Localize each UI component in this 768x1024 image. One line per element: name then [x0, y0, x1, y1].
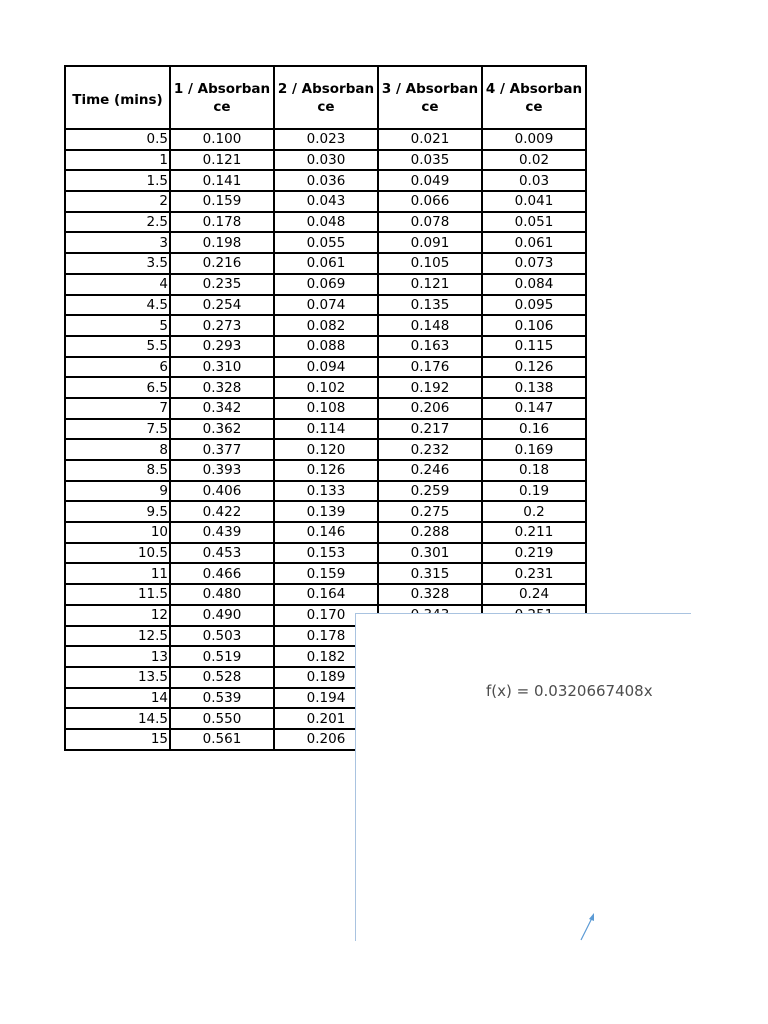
- cell-time[interactable]: 3: [65, 232, 170, 253]
- cell-time[interactable]: 10: [65, 522, 170, 543]
- table-row: [65, 584, 586, 605]
- cell-series-1[interactable]: 0.216: [170, 253, 274, 274]
- cell-series-1[interactable]: 0.490: [170, 605, 274, 626]
- cell-time[interactable]: 2.5: [65, 212, 170, 233]
- cell-time[interactable]: 14: [65, 688, 170, 709]
- cell-series-2[interactable]: 0.139: [274, 501, 378, 522]
- header-time[interactable]: Time (mins): [65, 66, 170, 129]
- cell-series-1[interactable]: 0.121: [170, 150, 274, 171]
- table-row: [65, 563, 586, 584]
- cell-series-4[interactable]: 0.16: [482, 419, 586, 440]
- cell-series-4[interactable]: 0.231: [482, 563, 586, 584]
- table-row: [65, 295, 586, 316]
- header-series-3[interactable]: 3 / Absorbance: [378, 66, 482, 129]
- cell-series-1[interactable]: 0.328: [170, 377, 274, 398]
- cell-series-4[interactable]: 0.095: [482, 295, 586, 316]
- cell-series-3[interactable]: 0.091: [378, 232, 482, 253]
- table-row: [65, 522, 586, 543]
- cell-series-4[interactable]: 0.084: [482, 274, 586, 295]
- cell-series-4[interactable]: 0.18: [482, 460, 586, 481]
- cell-series-1[interactable]: 0.273: [170, 315, 274, 336]
- cell-series-1[interactable]: 0.235: [170, 274, 274, 295]
- table-row: [65, 274, 586, 295]
- cell-series-3[interactable]: 0.176: [378, 357, 482, 378]
- header-series-4[interactable]: 4 / Absorbance: [482, 66, 586, 129]
- cell-series-3[interactable]: 0.275: [378, 501, 482, 522]
- cell-series-4[interactable]: 0.138: [482, 377, 586, 398]
- cell-time[interactable]: 13: [65, 646, 170, 667]
- cell-series-1[interactable]: 0.178: [170, 212, 274, 233]
- cell-series-1[interactable]: 0.159: [170, 191, 274, 212]
- cell-series-1[interactable]: 0.528: [170, 667, 274, 688]
- cell-series-1[interactable]: 0.439: [170, 522, 274, 543]
- cell-series-1[interactable]: 0.254: [170, 295, 274, 316]
- cell-series-4[interactable]: 0.115: [482, 336, 586, 357]
- cell-time[interactable]: 11: [65, 563, 170, 584]
- cell-series-1[interactable]: 0.141: [170, 170, 274, 191]
- table-row: [65, 543, 586, 564]
- trendline-arrow-icon: [578, 912, 598, 942]
- trendline-equation: f(x) = 0.0320667408x: [486, 682, 653, 700]
- cell-series-2[interactable]: 0.023: [274, 129, 378, 150]
- cell-time[interactable]: 9.5: [65, 501, 170, 522]
- cell-time[interactable]: 12: [65, 605, 170, 626]
- cell-series-2[interactable]: 0.133: [274, 481, 378, 502]
- cell-time[interactable]: 12.5: [65, 626, 170, 647]
- cell-series-2[interactable]: 0.030: [274, 150, 378, 171]
- cell-series-2[interactable]: 0.048: [274, 212, 378, 233]
- table-row: [65, 315, 586, 336]
- cell-series-1[interactable]: 0.503: [170, 626, 274, 647]
- cell-time[interactable]: 10.5: [65, 543, 170, 564]
- cell-series-4[interactable]: 0.24: [482, 584, 586, 605]
- cell-series-1[interactable]: 0.422: [170, 501, 274, 522]
- cell-series-2[interactable]: 0.082: [274, 315, 378, 336]
- cell-series-1[interactable]: 0.406: [170, 481, 274, 502]
- cell-time[interactable]: 1.5: [65, 170, 170, 191]
- cell-series-3[interactable]: 0.192: [378, 377, 482, 398]
- cell-series-3[interactable]: 0.232: [378, 439, 482, 460]
- cell-series-4[interactable]: 0.106: [482, 315, 586, 336]
- cell-series-1[interactable]: 0.550: [170, 708, 274, 729]
- table-row: [65, 439, 586, 460]
- table-row: [65, 481, 586, 502]
- cell-time[interactable]: 11.5: [65, 584, 170, 605]
- cell-time[interactable]: 3.5: [65, 253, 170, 274]
- cell-series-4[interactable]: 0.219: [482, 543, 586, 564]
- cell-time[interactable]: 5.5: [65, 336, 170, 357]
- cell-series-1[interactable]: 0.362: [170, 419, 274, 440]
- cell-series-3[interactable]: 0.105: [378, 253, 482, 274]
- table-row: [65, 398, 586, 419]
- cell-time[interactable]: 14.5: [65, 708, 170, 729]
- cell-time[interactable]: 1: [65, 150, 170, 171]
- cell-series-1[interactable]: 0.466: [170, 563, 274, 584]
- header-series-2[interactable]: 2 / Absorbance: [274, 66, 378, 129]
- cell-series-2[interactable]: 0.036: [274, 170, 378, 191]
- table-row: [65, 170, 586, 191]
- table-row: [65, 191, 586, 212]
- cell-series-2[interactable]: 0.178: [274, 626, 378, 647]
- cell-series-3[interactable]: 0.121: [378, 274, 482, 295]
- table-row: [65, 336, 586, 357]
- cell-series-3[interactable]: 0.078: [378, 212, 482, 233]
- cell-series-4[interactable]: 0.147: [482, 398, 586, 419]
- header-series-1[interactable]: 1 / Absorbance: [170, 66, 274, 129]
- cell-series-1[interactable]: 0.393: [170, 460, 274, 481]
- cell-series-3[interactable]: 0.163: [378, 336, 482, 357]
- cell-time[interactable]: 8.5: [65, 460, 170, 481]
- cell-time[interactable]: 7: [65, 398, 170, 419]
- embedded-chart[interactable]: [355, 613, 691, 941]
- cell-series-1[interactable]: 0.342: [170, 398, 274, 419]
- cell-series-2[interactable]: 0.102: [274, 377, 378, 398]
- cell-series-3[interactable]: 0.217: [378, 419, 482, 440]
- cell-series-1[interactable]: 0.377: [170, 439, 274, 460]
- table-row: [65, 129, 586, 150]
- cell-time[interactable]: 8: [65, 439, 170, 460]
- cell-series-3[interactable]: 0.049: [378, 170, 482, 191]
- cell-series-4[interactable]: 0.169: [482, 439, 586, 460]
- cell-series-2[interactable]: 0.189: [274, 667, 378, 688]
- cell-series-3[interactable]: 0.206: [378, 398, 482, 419]
- cell-series-4[interactable]: 0.2: [482, 501, 586, 522]
- cell-series-2[interactable]: 0.146: [274, 522, 378, 543]
- cell-time[interactable]: 4: [65, 274, 170, 295]
- cell-series-1[interactable]: 0.480: [170, 584, 274, 605]
- cell-series-2[interactable]: 0.055: [274, 232, 378, 253]
- table-row: [65, 377, 586, 398]
- cell-series-4[interactable]: 0.073: [482, 253, 586, 274]
- table-header-row: [65, 66, 586, 129]
- cell-series-3[interactable]: 0.021: [378, 129, 482, 150]
- cell-series-3[interactable]: 0.259: [378, 481, 482, 502]
- table-row: [65, 232, 586, 253]
- cell-series-3[interactable]: 0.315: [378, 563, 482, 584]
- cell-series-4[interactable]: 0.009: [482, 129, 586, 150]
- cell-series-3[interactable]: 0.135: [378, 295, 482, 316]
- cell-series-2[interactable]: 0.120: [274, 439, 378, 460]
- cell-series-2[interactable]: 0.088: [274, 336, 378, 357]
- cell-time[interactable]: 5: [65, 315, 170, 336]
- cell-series-3[interactable]: 0.035: [378, 150, 482, 171]
- cell-series-1[interactable]: 0.519: [170, 646, 274, 667]
- cell-series-1[interactable]: 0.561: [170, 729, 274, 750]
- cell-series-2[interactable]: 0.114: [274, 419, 378, 440]
- cell-series-1[interactable]: 0.198: [170, 232, 274, 253]
- cell-series-3[interactable]: 0.246: [378, 460, 482, 481]
- cell-series-4[interactable]: 0.211: [482, 522, 586, 543]
- cell-time[interactable]: 2: [65, 191, 170, 212]
- table-row: [65, 419, 586, 440]
- cell-series-2[interactable]: 0.182: [274, 646, 378, 667]
- cell-series-2[interactable]: 0.094: [274, 357, 378, 378]
- cell-series-4[interactable]: 0.041: [482, 191, 586, 212]
- cell-time[interactable]: 6.5: [65, 377, 170, 398]
- table-row: [65, 357, 586, 378]
- cell-series-2[interactable]: 0.108: [274, 398, 378, 419]
- cell-time[interactable]: 9: [65, 481, 170, 502]
- cell-series-2[interactable]: 0.194: [274, 688, 378, 709]
- cell-series-2[interactable]: 0.074: [274, 295, 378, 316]
- cell-series-2[interactable]: 0.069: [274, 274, 378, 295]
- cell-series-4[interactable]: 0.061: [482, 232, 586, 253]
- cell-series-2[interactable]: 0.126: [274, 460, 378, 481]
- cell-series-4[interactable]: 0.19: [482, 481, 586, 502]
- cell-series-4[interactable]: 0.126: [482, 357, 586, 378]
- cell-series-4[interactable]: 0.051: [482, 212, 586, 233]
- cell-series-2[interactable]: 0.061: [274, 253, 378, 274]
- cell-time[interactable]: 7.5: [65, 419, 170, 440]
- cell-series-2[interactable]: 0.206: [274, 729, 378, 750]
- cell-series-2[interactable]: 0.164: [274, 584, 378, 605]
- cell-series-1[interactable]: 0.310: [170, 357, 274, 378]
- cell-series-4[interactable]: 0.03: [482, 170, 586, 191]
- cell-time[interactable]: 13.5: [65, 667, 170, 688]
- cell-series-1[interactable]: 0.539: [170, 688, 274, 709]
- cell-series-4[interactable]: 0.02: [482, 150, 586, 171]
- cell-series-3[interactable]: 0.328: [378, 584, 482, 605]
- cell-series-3[interactable]: 0.066: [378, 191, 482, 212]
- cell-time[interactable]: 15: [65, 729, 170, 750]
- cell-series-2[interactable]: 0.170: [274, 605, 378, 626]
- table-row: [65, 150, 586, 171]
- cell-series-2[interactable]: 0.201: [274, 708, 378, 729]
- cell-series-3[interactable]: 0.301: [378, 543, 482, 564]
- cell-series-2[interactable]: 0.153: [274, 543, 378, 564]
- cell-series-1[interactable]: 0.293: [170, 336, 274, 357]
- cell-series-3[interactable]: 0.148: [378, 315, 482, 336]
- cell-series-1[interactable]: 0.453: [170, 543, 274, 564]
- table-row: [65, 253, 586, 274]
- cell-series-2[interactable]: 0.159: [274, 563, 378, 584]
- cell-time[interactable]: 4.5: [65, 295, 170, 316]
- table-row: [65, 501, 586, 522]
- cell-time[interactable]: 6: [65, 357, 170, 378]
- cell-series-2[interactable]: 0.043: [274, 191, 378, 212]
- table-row: [65, 212, 586, 233]
- cell-time[interactable]: 0.5: [65, 129, 170, 150]
- cell-series-3[interactable]: 0.288: [378, 522, 482, 543]
- table-row: [65, 460, 586, 481]
- cell-series-1[interactable]: 0.100: [170, 129, 274, 150]
